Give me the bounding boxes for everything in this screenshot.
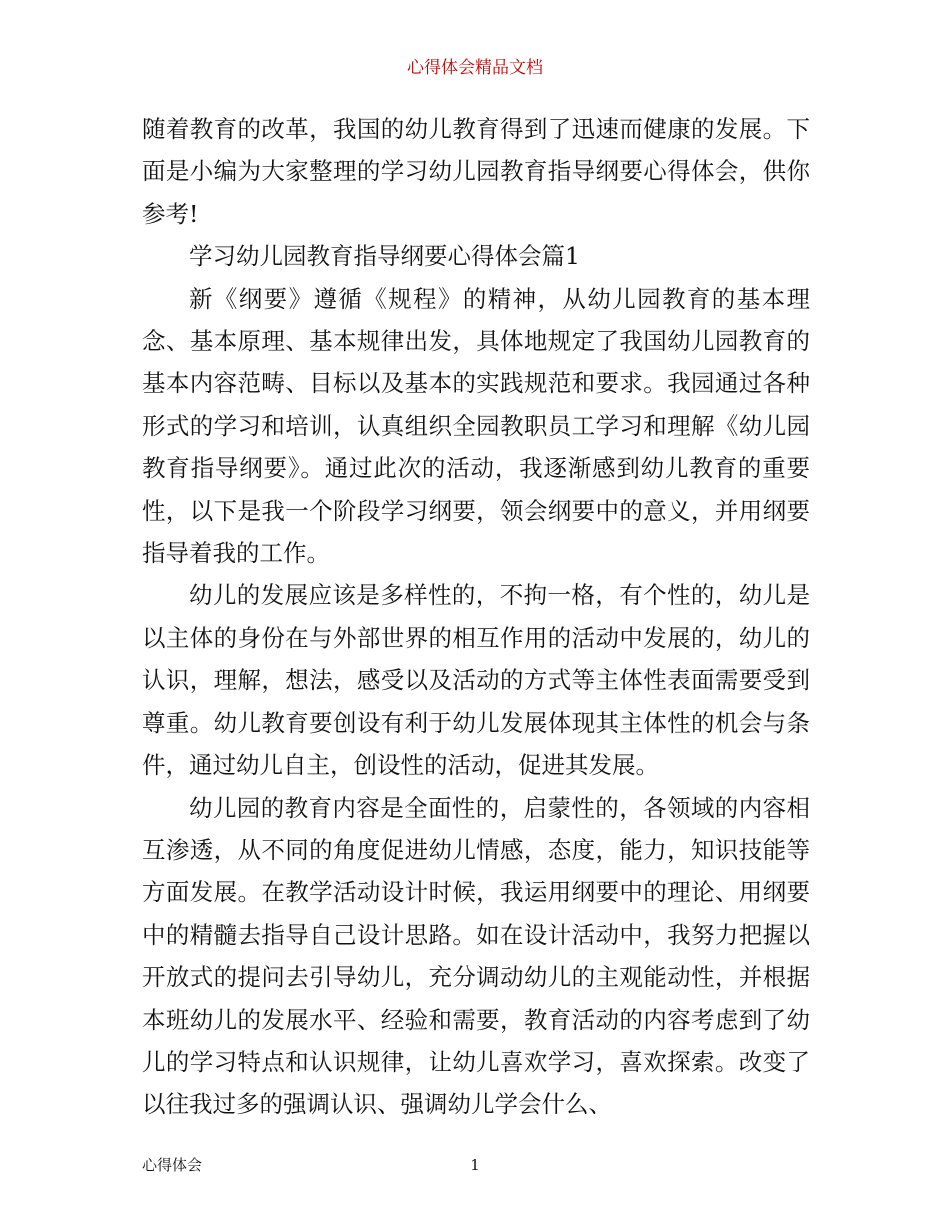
body-paragraph: 幼儿园的教育内容是全面性的，启蒙性的，各领域的内容相互渗透，从不同的角度促进幼儿情感，态度，能力，知识技能等方面发展。在教学活动设计时候，我运用纲要中的理论、用纲要中的精髓去指导自己设计思路。如在设计活动中，我努力把握以开放式的提问去引导幼儿，充分调动幼儿的主观能动性，并根据本班幼儿的发展水平、经验和需要，教育活动的内容考虑到了幼儿的学习特点和认识规律，让幼儿喜欢学习，喜欢探索。改变了以往我过多的强调认识、强调幼儿学会什么、 (142, 793, 810, 1119)
body-paragraph: 新《纲要》遵循《规程》的精神，从幼儿园教育的基本理念、基本原理、基本规律出发，具体地规定了我国幼儿园教育的基本内容范畴、目标以及基本的实践规范和要求。我园通过各种形式的学习和培训，认真组织全园教职员工学习和理解《幼儿园教育指导纲要》。通过此次的活动，我逐渐感到幼儿教育的重要性，以下是我一个阶段学习纲要，领会纲要中的意义，并用纲要指导着我的工作。 (142, 284, 810, 568)
intro-paragraph: 随着教育的改革，我国的幼儿教育得到了迅速而健康的发展。下面是小编为大家整理的学习幼儿园教育指导纲要心得体会，供你参考! (142, 115, 810, 228)
section-heading: 学习幼儿园教育指导纲要心得体会篇1 (189, 242, 580, 271)
body-paragraph: 幼儿的发展应该是多样性的，不拘一格，有个性的，幼儿是以主体的身份在与外部世界的相互作用的活动中发展的，幼儿的认识，理解，想法，感受以及活动的方式等主体性表面需要受到尊重。幼儿教育要创设有利于幼儿发展体现其主体性的机会与条件，通过幼儿自主，创设性的活动，促进其发展。 (142, 581, 810, 780)
page-footer-label: 心得体会 (142, 1156, 203, 1174)
document-body (142, 108, 810, 1126)
page-header-title: 心得体会精品文档 (407, 58, 543, 78)
page-number: 1 (470, 1156, 480, 1174)
